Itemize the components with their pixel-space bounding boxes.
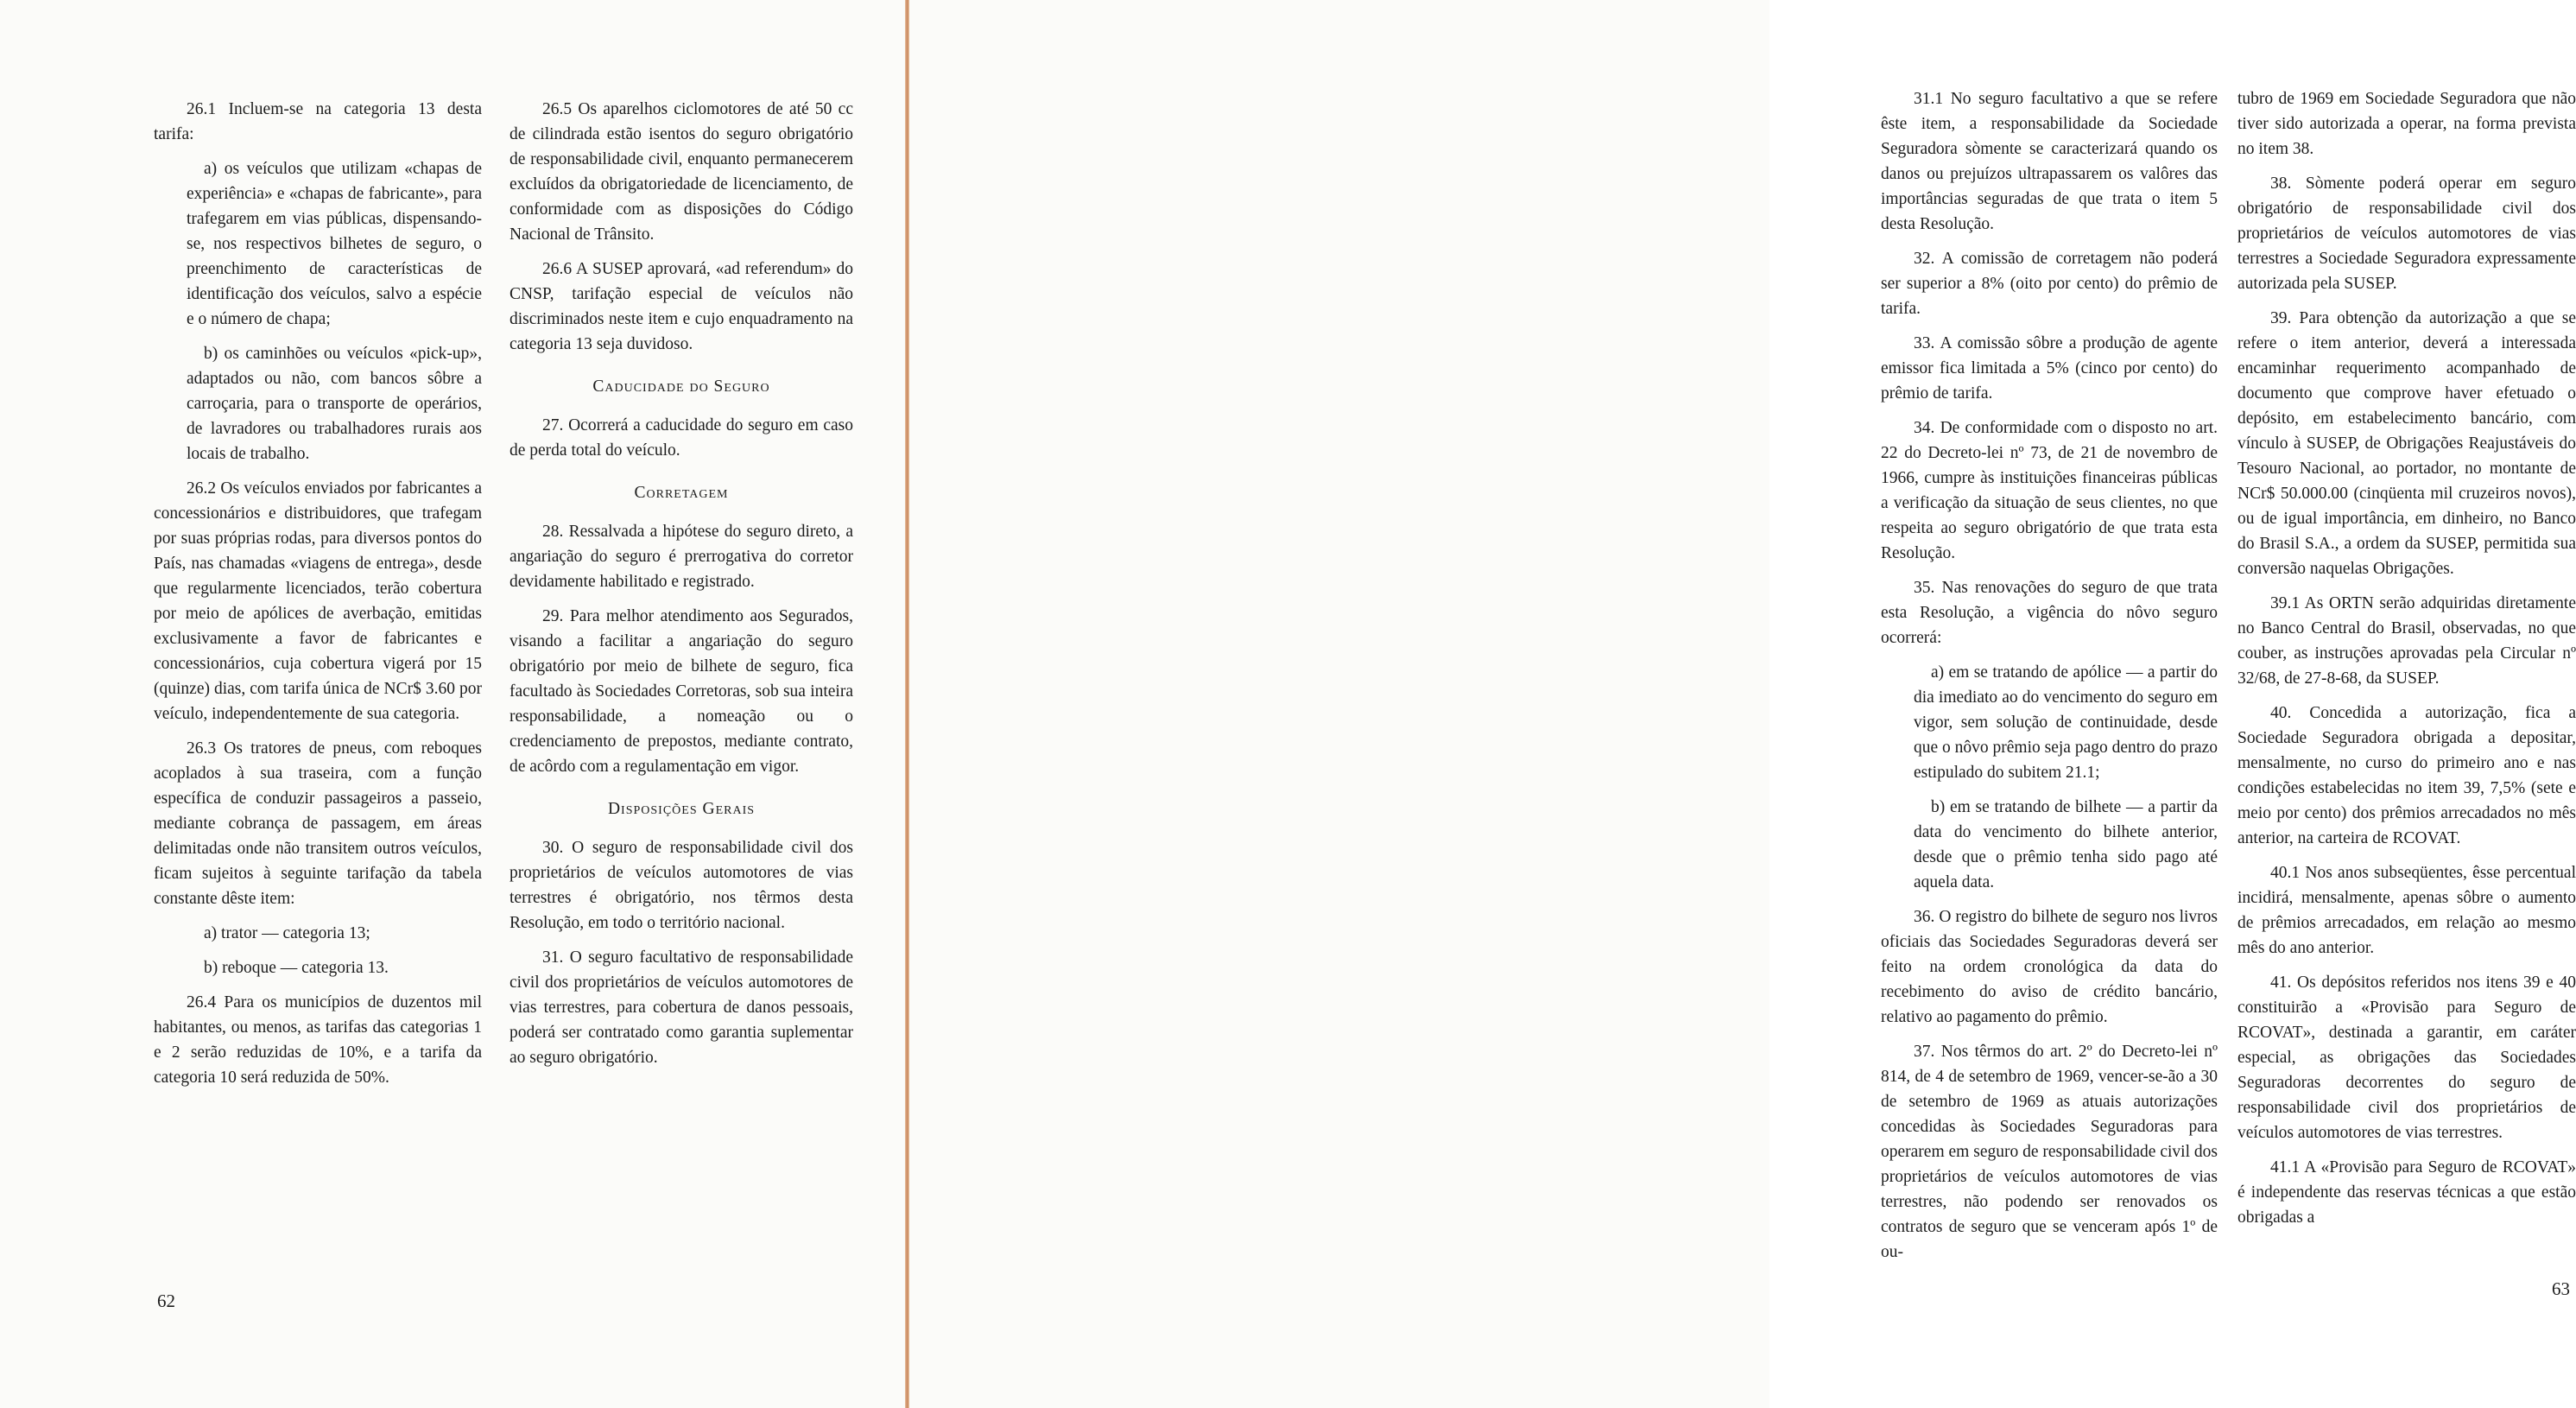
paragraph: 28. Ressalvada a hipótese do seguro direto, a angariação do seguro é prerrogativa do corretor devidamente habilitado e registrado. (510, 523, 853, 591)
section-heading: Corretagem (634, 484, 729, 502)
paragraph: 29. Para melhor atendimento aos Segurados, visando a facilitar a angariação do seguro obrigatório por meio de bilhete de seguro, fica facultado às Sociedades Corretoras, sob sua inteira responsabilidade, a nomeação ou o credenciamento de prepostos, mediante contrato, de acôrdo com a regulamentação em vigor. (510, 607, 853, 776)
section-heading: Disposições Gerais (607, 800, 756, 818)
paragraph: 26.1 Incluem-se na categoria 13 desta tarifa: (154, 100, 482, 143)
paragraph: 38. Sòmente poderá operar em seguro obrigatório de responsabilidade civil dos proprietários de veículos automotores de vias terrestres a Sociedade Seguradora expressamente autorizada pela SUSEP. (2237, 174, 2576, 293)
section-heading: Caducidade do Seguro (592, 377, 770, 396)
paragraph: 41. Os depósitos referidos nos itens 39 e 40 constituirão a «Provisão para Seguro de RCOVAT», destinada a garantir, em caráter especial, as obrigações das Sociedades Seguradoras decorrentes do seguro de responsabilidade civil dos proprietários de veículos automotores de vias terrestres. (2237, 974, 2576, 1142)
paragraph: 26.4 Para os municípios de duzentos mil habitantes, ou menos, as tarifas das categorias 1 e 2 serão reduzidas de 10%, e a tarifa da categoria 10 será reduzida de 50%. (154, 993, 482, 1087)
paragraph: 35. Nas renovações do seguro de que trata esta Resolução, a vigência do nôvo seguro ocorrerá: (1881, 579, 2218, 647)
list-item: a) trator — categoria 13; (204, 924, 370, 942)
paragraph: 26.5 Os aparelhos ciclomotores de até 50 cc de cilindrada estão isentos do seguro obrigatório de responsabilidade civil, enquanto permanecerem excluídos da obrigatoriedade de licenciamento, de conformidade com as disposições do Código Nacional de Trânsito. (510, 100, 853, 244)
paragraph: 27. Ocorrerá a caducidade do seguro em caso de perda total do veículo. (510, 416, 853, 460)
paragraph: 41.1 A «Provisão para Seguro de RCOVAT» é independente das reservas técnicas a que estão obrigadas a (2237, 1158, 2576, 1227)
right-page-column-2 (2237, 86, 2576, 1240)
paragraph: 32. A comissão de corretagem não poderá ser superior a 8% (oito por cento) do prêmio de tarifa. (1881, 250, 2218, 318)
left-page-column-2 (510, 97, 853, 1080)
right-page (909, 0, 2576, 1408)
paragraph: 26.2 Os veículos enviados por fabricantes a concessionários e distribuidores, que trafegam por suas próprias rodas, para diversos pontos do País, nas chamadas «viagens de entrega», desde que regularmente licenciados, terão cobertura por meio de apólices de averbação, emitidas exclusivamente a favor de fabricantes e concessionários, cuja cobertura vigerá por 15 (quinze) dias, com tarifa única de NCr$ 3.60 por veículo, independentemente de sua categoria. (154, 479, 482, 723)
list-item: b) em se tratando de bilhete — a partir da data do vencimento do bilhete anterior, desde que o prêmio tenha sido pago até aquela data. (1914, 798, 2218, 891)
paragraph: 31. O seguro facultativo de responsabilidade civil dos proprietários de veículos automotores de vias terrestres, para cobertura de danos pessoais, poderá ser contratado como garantia suplementar ao seguro obrigatório. (510, 948, 853, 1067)
paragraph: 39.1 As ORTN serão adquiridas diretamente no Banco Central do Brasil, observadas, no que couber, as instruções aprovadas pela Circular nº 32/68, de 27-8-68, da SUSEP. (2237, 594, 2576, 688)
right-page-column-1 (1881, 86, 2218, 1274)
paragraph: 37. Nos têrmos do art. 2º do Decreto-lei nº 814, de 4 de setembro de 1969, vencer-se-ão a 30 de setembro de 1969 as atuais autorizações concedidas às Sociedades Seguradoras para operarem em seguro de responsabilidade civil dos proprietários de veículos automotores de vias terrestres, não podendo ser renovados os contratos de seguro que se venceram após 1º de ou- (1881, 1043, 2218, 1261)
left-page (0, 0, 905, 1408)
paragraph: 33. A comissão sôbre a produção de agente emissor fica limitada a 5% (cinco por cento) do prêmio de tarifa. (1881, 334, 2218, 403)
paragraph: 36. O registro do bilhete de seguro nos livros oficiais das Sociedades Seguradoras deverá ser feito na ordem cronológica da data do recebimento do aviso de crédito bancário, relativo ao pagamento do prêmio. (1881, 908, 2218, 1026)
page-number-left: 62 (157, 1291, 175, 1311)
paragraph: 34. De conformidade com o disposto no art. 22 do Decreto-lei nº 73, de 21 de novembro de 1966, cumpre às instituições financeiras públicas a verificação da situação de seus clientes, no que respeita ao seguro obrigatório de que trata esta Resolução. (1881, 419, 2218, 562)
paragraph: 30. O seguro de responsabilidade civil dos proprietários de veículos automotores de vias terrestres é obrigatório, nos têrmos desta Resolução, em todo o território nacional. (510, 839, 853, 932)
paragraph: 26.6 A SUSEP aprovará, «ad referendum» do CNSP, tarifação especial de veículos não discriminados neste item e cujo enquadramento na categoria 13 seja duvidoso. (510, 260, 853, 353)
paragraph: 39. Para obtenção da autorização a que se refere o item anterior, deverá a interessada encaminhar requerimento acompanhado de documento que comprove haver efetuado o depósito, em estabelecimento bancário, com vínculo à SUSEP, de Obrigações Reajustáveis do Tesouro Nacional, ao portador, no montante de NCr$ 50.000.00 (cinqüenta mil cruzeiros novos), ou de igual importância, em dinheiro, no Banco do Brasil S.A., a ordem da SUSEP, permitida sua conversão naquelas Obrigações. (2237, 309, 2576, 578)
paragraph: 40. Concedida a autorização, fica a Sociedade Seguradora obrigada a depositar, mensalmente, no curso do primeiro ano e nas condições estabelecidas no item 39, 7,5% (sete e meio por cento) dos prêmios arrecadados no mês anterior, na carteira de RCOVAT. (2237, 704, 2576, 847)
list-item: a) em se tratando de apólice — a partir do dia imediato ao do vencimento do seguro em vigor, sem solução de continuidade, desde que o nôvo prêmio seja pago dentro do prazo estipulado do subitem 21.1; (1914, 663, 2218, 782)
list-item: a) os veículos que utilizam «chapas de experiência» e «chapas de fabricante», para trafegarem em vias públicas, dispensando-se, nos respectivos bilhetes de seguro, o preenchimento de características de identificação dos veículos, salvo a espécie e o número de chapa; (187, 160, 482, 328)
paragraph: 40.1 Nos anos subseqüentes, êsse percentual incidirá, mensalmente, apenas sôbre o aumento de prêmios arrecadados, em relação ao mesmo mês do ano anterior. (2237, 864, 2576, 957)
paragraph-continuation: tubro de 1969 em Sociedade Seguradora que não tiver sido autorizada a operar, na forma prevista no item 38. (2237, 90, 2576, 158)
page-number-right: 63 (2552, 1278, 2570, 1299)
paragraph: 31.1 No seguro facultativo a que se refere êste item, a responsabilidade da Sociedade Seguradora sòmente se caracterizará quando os danos ou prejuízos ultrapassarem os valôres das importâncias seguradas de que trata o item 5 desta Resolução. (1881, 90, 2218, 233)
paragraph: 26.3 Os tratores de pneus, com reboques acoplados à sua traseira, com a função específica de conduzir passageiros a passeio, mediante cobrança de passagem, em áreas delimitadas onde não transitem outros veículos, ficam sujeitos à seguinte tarifação da tabela constante dêste item: (154, 739, 482, 908)
list-item: b) reboque — categoria 13. (204, 959, 389, 977)
list-item: b) os caminhões ou veículos «pick-up», adaptados ou não, com bancos sôbre a carroçaria, para o transporte de operários, de lavradores ou trabalhadores rurais aos locais de trabalho. (187, 345, 482, 463)
left-page-column-1 (154, 97, 482, 1100)
